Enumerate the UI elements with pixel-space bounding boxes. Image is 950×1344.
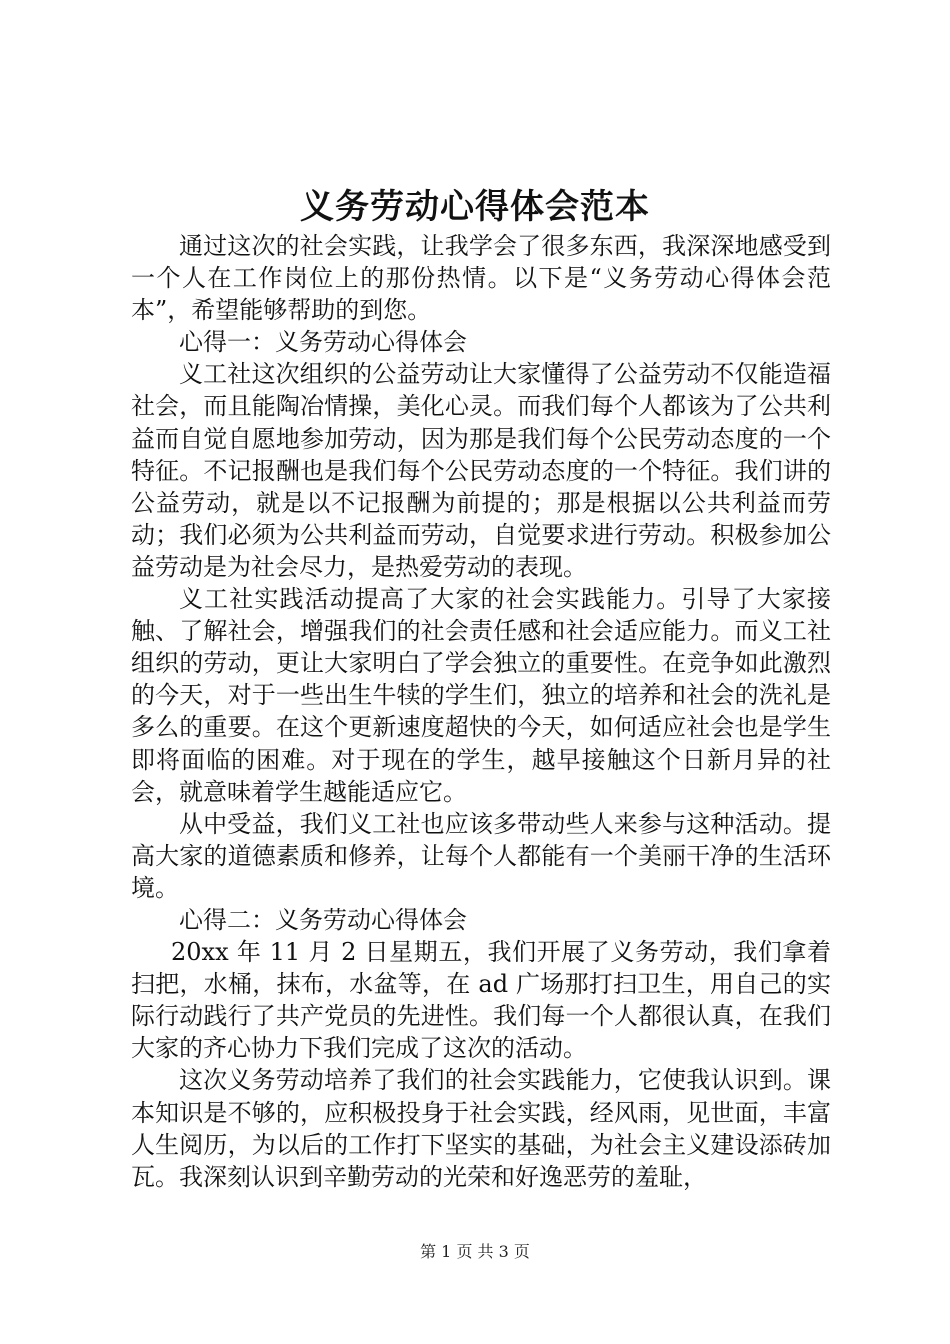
- section-heading-2: 心得二：义务劳动心得体会: [179, 905, 467, 934]
- page-footer: 第 1 页 共 3 页: [420, 1242, 530, 1261]
- body-paragraph: 义工社实践活动提高了大家的社会实践能力。引导了大家接触、了解社会，增强我们的社会责任感和社会适应能力。而义工社组织的劳动，更让大家明白了学会独立的重要性。在竞争如此激烈的今天，对于一些出生牛犊的学生们，独立的培养和社会的洗礼是多么的重要。在这个更新速度超快的今天，如何适应社会也是学生即将面临的困难。对于现在的学生，越早接触这个日新月异的社会，就意味着学生越能适应它。: [131, 585, 831, 806]
- body-paragraph: 从中受益，我们义工社也应该多带动些人来参与这种活动。提高大家的道德素质和修养，让每个人都能有一个美丽干净的生活环境。: [131, 809, 831, 902]
- document-title: 义务劳动心得体会范本: [300, 187, 650, 227]
- body-paragraph: 义工社这次组织的公益劳动让大家懂得了公益劳动不仅能造福社会，而且能陶冶情操，美化心灵。而我们每个人都该为了公共利益而自觉自愿地参加劳动，因为那是我们每个公民劳动态度的一个特征。不记报酬也是我们每个公民劳动态度的一个特征。我们讲的公益劳动，就是以不记报酬为前提的；那是根据以公共利益而劳动；我们必须为公共利益而劳动，自觉要求进行劳动。积极参加公益劳动是为社会尽力，是热爱劳动的表现。: [131, 360, 831, 581]
- intro-paragraph: 通过这次的社会实践，让我学会了很多东西，我深深地感受到一个人在工作岗位上的那份热情。以下是“义务劳动心得体会范本”，希望能够帮助的到您。: [131, 232, 831, 325]
- body-paragraph: 这次义务劳动培养了我们的社会实践能力，它使我认识到。课本知识是不够的，应积极投身于社会实践，经风雨，见世面，丰富人生阅历，为以后的工作打下坚实的基础，为社会主义建设添砖加瓦。我深刻认识到辛勤劳动的光荣和好逸恶劳的羞耻，: [131, 1066, 831, 1191]
- document-body: [131, 230, 831, 1193]
- section-heading-1: 心得一：义务劳动心得体会: [179, 328, 467, 357]
- body-paragraph: 20xx 年 11 月 2 日星期五，我们开展了义务劳动，我们拿着扫把，水桶，抹布，水盆等，在 ad 广场那打扫卫生，用自己的实际行动践行了共产党员的先进性。我们每一个人都很认真，在我们大家的齐心协力下我们完成了这次的活动。: [131, 938, 831, 1063]
